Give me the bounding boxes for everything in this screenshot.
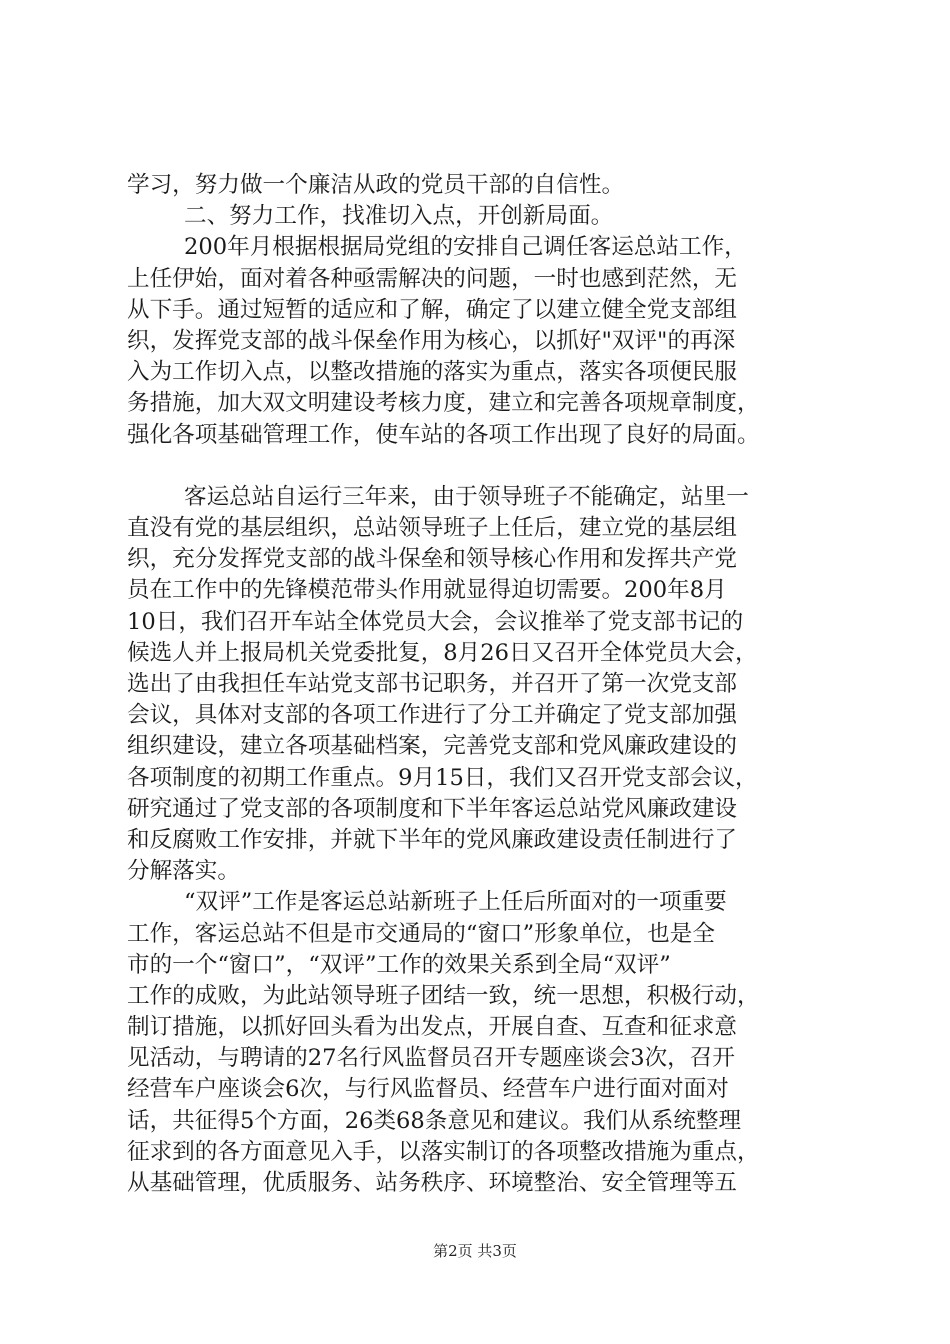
document-body — [127, 170, 832, 1199]
paragraph-spacer — [127, 451, 832, 482]
text-line: 客运总站自运行三年来，由于领导班子不能确定，站里一 — [184, 483, 749, 510]
text-line: 征求到的各方面意见入手，以落实制订的各项整改措施为重点， — [127, 1138, 760, 1165]
text-line: 织，充分发挥党支部的战斗保垒和领导核心作用和发挥共产党 — [127, 546, 738, 573]
text-line: 10日，我们召开车站全体党员大会，会议推举了党支部书记的 — [127, 608, 744, 635]
text-line: 上任伊始，面对着各种亟需解决的问题，一时也感到茫然，无 — [127, 265, 738, 292]
text-line: 务措施，加大双文明建设考核力度，建立和完善各项规章制度， — [127, 390, 760, 417]
text-line: 选出了由我担任车站党支部书记职务，并召开了第一次党支部 — [127, 671, 738, 697]
text-line: 学习，努力做一个廉洁从政的党员干部的自信性。 — [127, 172, 625, 198]
text-line: 织，发挥党支部的战斗保垒作用为核心，以抓好"双评"的再深 — [127, 327, 736, 354]
text-line: 见活动，与聘请的27名行风监督员召开专题座谈会3次，召开 — [127, 1045, 735, 1072]
text-line: 入为工作切入点，以整改措施的落实为重点，落实各项便民服 — [127, 359, 738, 386]
paragraph — [127, 482, 832, 887]
text-line: 从基础管理，优质服务、站务秩序、环境整治、安全管理等五 — [127, 1170, 738, 1196]
text-line: 话，共征得5个方面，26类68条意见和建议。我们从系统整理 — [127, 1107, 742, 1134]
text-line: “双评”工作是客运总站新班子上任后所面对的一项重要 — [184, 889, 727, 916]
text-line: 强化各项基础管理工作，使车站的各项工作出现了良好的局面。 — [127, 421, 760, 448]
paragraph — [127, 170, 832, 201]
text-line: 工作，客运总站不但是市交通局的“窗口”形象单位，也是全 — [127, 920, 715, 947]
text-line: 组织建设，建立各项基础档案，完善党支部和党风廉政建设的 — [127, 733, 738, 760]
text-line: 制订措施，以抓好回头看为出发点，开展自查、互查和征求意 — [127, 1014, 738, 1041]
text-line: 从下手。通过短暂的适应和了解，确定了以建立健全党支部组 — [127, 296, 738, 323]
text-line: 会议，具体对支部的各项工作进行了分工并确定了党支部加强 — [127, 702, 738, 729]
paragraph — [127, 887, 832, 1199]
text-line: 候选人并上报局机关党委批复，8月26日又召开全体党员大会， — [127, 639, 758, 666]
text-line: 工作的成败，为此站领导班子团结一致，统一思想，积极行动， — [127, 982, 760, 1009]
text-line: 经营车户座谈会6次，与行风监督员、经营车户进行面对面对 — [127, 1076, 729, 1103]
paragraph — [127, 201, 832, 232]
text-line: 和反腐败工作安排，并就下半年的党风廉政建设责任制进行了 — [127, 826, 738, 853]
text-line: 分解落实。 — [127, 858, 240, 885]
text-line: 直没有党的基层组织，总站领导班子上任后，建立党的基层组 — [127, 515, 738, 542]
text-line: 市的一个“窗口”，“双评”工作的效果关系到全局“双评” — [127, 951, 671, 978]
text-line: 研究通过了党支部的各项制度和下半年客运总站党风廉政建设 — [127, 795, 738, 822]
paragraph — [127, 232, 832, 450]
text-line: 二、努力工作，找准切入点，开创新局面。 — [184, 203, 614, 230]
text-line: 员在工作中的先锋模范带头作用就显得迫切需要。200年8月 — [127, 577, 727, 604]
text-line: 200年月根据根据局党组的安排自己调任客运总站工作， — [184, 234, 747, 261]
page-footer: 第2页 共3页 — [433, 1242, 517, 1260]
text-line: 各项制度的初期工作重点。9月15日，我们又召开党支部会议， — [127, 764, 758, 791]
